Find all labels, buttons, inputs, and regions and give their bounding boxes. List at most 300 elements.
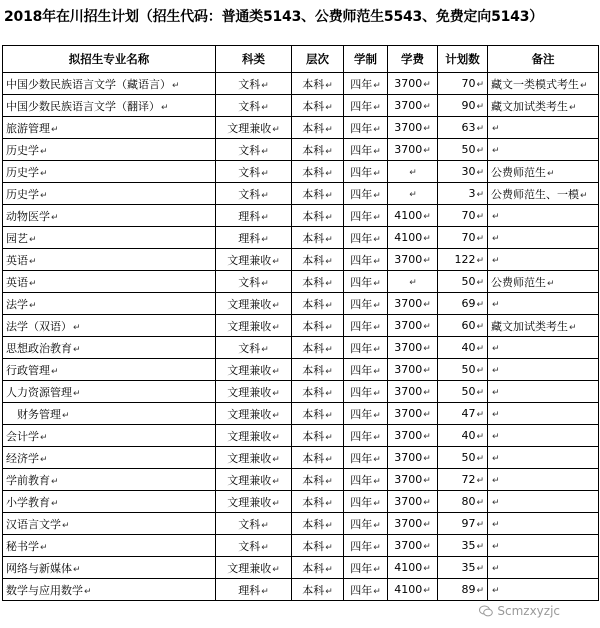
category-cell	[216, 73, 292, 95]
category-cell	[216, 337, 292, 359]
paragraph-mark: ↵	[492, 476, 500, 486]
paragraph-mark: ↵	[492, 586, 500, 596]
quota-cell	[438, 535, 488, 557]
category-cell-text: 文理兼收	[227, 121, 272, 135]
paragraph-mark: ↵	[492, 388, 500, 398]
paragraph-mark: ↵	[476, 212, 484, 222]
major-name-cell	[3, 381, 216, 403]
category-cell	[216, 117, 292, 139]
paragraph-mark: ↵	[492, 498, 500, 508]
quota-cell	[438, 381, 488, 403]
category-cell-text: 文科	[238, 539, 261, 553]
tuition-cell	[388, 271, 438, 293]
enrollment-plan-table	[2, 45, 599, 601]
paragraph-mark: ↵	[373, 432, 381, 443]
paragraph-mark: ↵	[373, 564, 381, 575]
duration-cell	[344, 557, 388, 579]
paragraph-mark: ↵	[325, 366, 333, 377]
paragraph-mark: ↵	[325, 476, 333, 487]
remarks-cell	[488, 161, 599, 183]
remarks-cell	[488, 359, 599, 381]
category-cell-text: 理科	[238, 209, 261, 223]
paragraph-mark: ↵	[261, 102, 269, 113]
tuition-cell-text: 3700	[394, 495, 423, 508]
duration-cell	[344, 535, 388, 557]
paragraph-mark: ↵	[325, 344, 333, 355]
paragraph-mark: ↵	[580, 80, 588, 91]
category-cell	[216, 249, 292, 271]
level-cell-text: 本科	[302, 187, 325, 201]
level-cell-text: 本科	[302, 473, 325, 487]
quota-cell-text: 70	[461, 77, 476, 90]
tuition-cell	[388, 117, 438, 139]
paragraph-mark: ↵	[272, 366, 280, 377]
paragraph-mark: ↵	[492, 256, 500, 266]
major-name-cell-text: 动物医学	[6, 209, 50, 223]
duration-cell	[344, 249, 388, 271]
table-row	[3, 95, 599, 117]
major-name-cell-text: 园艺	[6, 231, 28, 245]
level-cell-text: 本科	[302, 231, 325, 245]
paragraph-mark: ↵	[476, 102, 484, 112]
level-cell	[292, 227, 344, 249]
paragraph-mark: ↵	[325, 168, 333, 179]
paragraph-mark: ↵	[161, 102, 169, 113]
level-cell	[292, 249, 344, 271]
category-cell	[216, 557, 292, 579]
paragraph-mark: ↵	[492, 366, 500, 376]
level-cell-text: 本科	[302, 429, 325, 443]
duration-cell-text: 四年	[350, 187, 373, 201]
category-cell-text: 文理兼收	[227, 297, 272, 311]
paragraph-mark: ↵	[325, 212, 333, 223]
major-name-cell	[3, 293, 216, 315]
remarks-cell	[488, 491, 599, 513]
level-cell-text: 本科	[302, 341, 325, 355]
tuition-cell	[388, 579, 438, 601]
major-name-cell-text: 会计学	[6, 429, 39, 443]
remarks-cell-text: 藏文加试类考生	[491, 319, 568, 333]
level-cell	[292, 205, 344, 227]
quota-cell-text: 63	[461, 121, 476, 134]
wechat-icon	[479, 604, 493, 618]
level-cell	[292, 447, 344, 469]
paragraph-mark: ↵	[476, 564, 484, 574]
paragraph-mark: ↵	[325, 124, 333, 135]
category-cell-text: 文理兼收	[227, 495, 272, 509]
remarks-cell	[488, 293, 599, 315]
category-cell-text: 文理兼收	[227, 451, 272, 465]
category-cell	[216, 359, 292, 381]
tuition-cell	[388, 183, 438, 205]
level-cell-text: 本科	[302, 99, 325, 113]
remarks-cell	[488, 513, 599, 535]
paragraph-mark: ↵	[325, 146, 333, 157]
duration-cell	[344, 139, 388, 161]
paragraph-mark: ↵	[272, 410, 280, 421]
category-cell	[216, 447, 292, 469]
remarks-cell-text: 公费师范生	[491, 165, 546, 179]
paragraph-mark: ↵	[580, 190, 588, 201]
quota-cell-text: 70	[461, 209, 476, 222]
paragraph-mark: ↵	[373, 300, 381, 311]
major-name-cell	[3, 535, 216, 557]
paragraph-mark: ↵	[476, 300, 484, 310]
paragraph-mark: ↵	[492, 454, 500, 464]
paragraph-mark: ↵	[373, 498, 381, 509]
paragraph-mark: ↵	[373, 256, 381, 267]
paragraph-mark: ↵	[325, 542, 333, 553]
tuition-cell	[388, 139, 438, 161]
major-name-cell-text: 经济学	[6, 451, 39, 465]
major-name-cell	[3, 73, 216, 95]
paragraph-mark: ↵	[73, 322, 81, 333]
level-cell-text: 本科	[302, 121, 325, 135]
paragraph-mark: ↵	[373, 146, 381, 157]
remarks-cell-text: 藏文加试类考生	[491, 99, 568, 113]
tuition-cell	[388, 469, 438, 491]
remarks-cell	[488, 425, 599, 447]
paragraph-mark: ↵	[476, 322, 484, 332]
duration-cell-text: 四年	[350, 517, 373, 531]
paragraph-mark: ↵	[423, 542, 431, 552]
tuition-cell	[388, 227, 438, 249]
quota-cell-text: 30	[461, 165, 476, 178]
major-name-cell	[3, 117, 216, 139]
major-name-cell	[3, 205, 216, 227]
duration-cell	[344, 359, 388, 381]
paragraph-mark: ↵	[423, 476, 431, 486]
major-name-cell	[3, 403, 216, 425]
tuition-cell-text: 3700	[394, 253, 423, 266]
paragraph-mark: ↵	[272, 322, 280, 333]
remarks-cell	[488, 381, 599, 403]
quota-cell-text: 35	[461, 561, 476, 574]
duration-cell	[344, 117, 388, 139]
paragraph-mark: ↵	[272, 476, 280, 487]
paragraph-mark: ↵	[423, 366, 431, 376]
paragraph-mark: ↵	[261, 344, 269, 355]
category-cell-text: 文科	[238, 517, 261, 531]
paragraph-mark: ↵	[373, 586, 381, 597]
level-cell	[292, 315, 344, 337]
duration-cell-text: 四年	[350, 253, 373, 267]
major-name-cell-text: 历史学	[6, 165, 39, 179]
level-cell	[292, 161, 344, 183]
paragraph-mark: ↵	[476, 278, 484, 288]
quota-cell-text: 80	[461, 495, 476, 508]
paragraph-mark: ↵	[476, 234, 484, 244]
quota-cell	[438, 139, 488, 161]
table-row	[3, 579, 599, 601]
category-cell	[216, 183, 292, 205]
table-row	[3, 381, 599, 403]
quota-cell-text: 40	[461, 341, 476, 354]
duration-cell	[344, 491, 388, 513]
table-row	[3, 469, 599, 491]
paragraph-mark: ↵	[40, 432, 48, 443]
level-cell	[292, 95, 344, 117]
paragraph-mark: ↵	[325, 388, 333, 399]
tuition-cell	[388, 73, 438, 95]
duration-cell-text: 四年	[350, 165, 373, 179]
duration-cell-text: 四年	[350, 407, 373, 421]
paragraph-mark: ↵	[261, 146, 269, 157]
category-cell-text: 文科	[238, 143, 261, 157]
paragraph-mark: ↵	[373, 410, 381, 421]
paragraph-mark: ↵	[73, 388, 81, 399]
level-cell-text: 本科	[302, 407, 325, 421]
header-category: 科类	[216, 46, 292, 73]
paragraph-mark: ↵	[325, 322, 333, 333]
paragraph-mark: ↵	[423, 520, 431, 530]
table-row	[3, 227, 599, 249]
level-cell-text: 本科	[302, 517, 325, 531]
paragraph-mark: ↵	[476, 542, 484, 552]
category-cell-text: 文科	[238, 165, 261, 179]
tuition-cell-text: 3700	[394, 407, 423, 420]
paragraph-mark: ↵	[62, 410, 70, 421]
level-cell-text: 本科	[302, 363, 325, 377]
paragraph-mark: ↵	[373, 190, 381, 201]
major-name-cell-text: 英语	[6, 275, 28, 289]
paragraph-mark: ↵	[84, 586, 92, 597]
quota-cell	[438, 293, 488, 315]
header-major-name: 拟招生专业名称	[3, 46, 216, 73]
header-remarks: 备注	[488, 46, 599, 73]
duration-cell-text: 四年	[350, 99, 373, 113]
quota-cell	[438, 447, 488, 469]
paragraph-mark: ↵	[409, 190, 417, 200]
duration-cell-text: 四年	[350, 539, 373, 553]
category-cell	[216, 315, 292, 337]
paragraph-mark: ↵	[373, 212, 381, 223]
table-row	[3, 403, 599, 425]
paragraph-mark: ↵	[476, 410, 484, 420]
quota-cell	[438, 579, 488, 601]
level-cell-text: 本科	[302, 143, 325, 157]
remarks-cell	[488, 535, 599, 557]
table-header-row	[3, 46, 599, 73]
paragraph-mark: ↵	[261, 212, 269, 223]
paragraph-mark: ↵	[51, 476, 59, 487]
major-name-cell	[3, 337, 216, 359]
paragraph-mark: ↵	[476, 124, 484, 134]
major-name-cell-text: 秘书学	[6, 539, 39, 553]
category-cell-text: 文科	[238, 341, 261, 355]
remarks-cell	[488, 271, 599, 293]
paragraph-mark: ↵	[40, 146, 48, 157]
major-name-cell	[3, 491, 216, 513]
paragraph-mark: ↵	[492, 146, 500, 156]
duration-cell	[344, 227, 388, 249]
table-row	[3, 161, 599, 183]
quota-cell-text: 47	[461, 407, 476, 420]
quota-cell	[438, 403, 488, 425]
paragraph-mark: ↵	[261, 586, 269, 597]
major-name-cell	[3, 557, 216, 579]
paragraph-mark: ↵	[476, 388, 484, 398]
paragraph-mark: ↵	[261, 80, 269, 91]
tuition-cell	[388, 425, 438, 447]
paragraph-mark: ↵	[492, 212, 500, 222]
duration-cell-text: 四年	[350, 319, 373, 333]
remarks-cell	[488, 337, 599, 359]
paragraph-mark: ↵	[29, 234, 37, 245]
duration-cell-text: 四年	[350, 143, 373, 157]
level-cell-text: 本科	[302, 165, 325, 179]
category-cell	[216, 491, 292, 513]
tuition-cell-text: 3700	[394, 143, 423, 156]
table-row	[3, 557, 599, 579]
remarks-cell	[488, 95, 599, 117]
table-row	[3, 513, 599, 535]
category-cell	[216, 161, 292, 183]
remarks-cell-text: 公费师范生	[491, 275, 546, 289]
paragraph-mark: ↵	[476, 190, 484, 200]
category-cell-text: 文科	[238, 99, 261, 113]
quota-cell	[438, 557, 488, 579]
major-name-cell	[3, 513, 216, 535]
paragraph-mark: ↵	[172, 80, 180, 91]
table-row	[3, 73, 599, 95]
duration-cell	[344, 381, 388, 403]
category-cell	[216, 403, 292, 425]
major-name-cell-text: 财务管理	[17, 407, 61, 421]
level-cell-text: 本科	[302, 385, 325, 399]
quota-cell	[438, 491, 488, 513]
paragraph-mark: ↵	[492, 564, 500, 574]
level-cell	[292, 293, 344, 315]
major-name-cell	[3, 139, 216, 161]
quota-cell	[438, 205, 488, 227]
duration-cell-text: 四年	[350, 121, 373, 135]
quota-cell-text: 72	[461, 473, 476, 486]
category-cell	[216, 513, 292, 535]
paragraph-mark: ↵	[373, 168, 381, 179]
table-row	[3, 447, 599, 469]
paragraph-mark: ↵	[476, 256, 484, 266]
duration-cell	[344, 183, 388, 205]
paragraph-mark: ↵	[569, 322, 577, 333]
level-cell-text: 本科	[302, 583, 325, 597]
remarks-cell	[488, 403, 599, 425]
level-cell-text: 本科	[302, 297, 325, 311]
level-cell-text: 本科	[302, 561, 325, 575]
category-cell-text: 文理兼收	[227, 429, 272, 443]
duration-cell	[344, 315, 388, 337]
duration-cell-text: 四年	[350, 451, 373, 465]
tuition-cell	[388, 403, 438, 425]
level-cell	[292, 535, 344, 557]
table-row	[3, 139, 599, 161]
paragraph-mark: ↵	[423, 432, 431, 442]
category-cell	[216, 535, 292, 557]
quota-cell	[438, 315, 488, 337]
remarks-cell	[488, 249, 599, 271]
paragraph-mark: ↵	[423, 256, 431, 266]
table-row	[3, 205, 599, 227]
category-cell	[216, 293, 292, 315]
quota-cell-text: 69	[461, 297, 476, 310]
paragraph-mark: ↵	[325, 498, 333, 509]
level-cell	[292, 557, 344, 579]
table-row	[3, 425, 599, 447]
major-name-cell-text: 法学	[6, 297, 28, 311]
level-cell-text: 本科	[302, 253, 325, 267]
quota-cell	[438, 359, 488, 381]
major-name-cell	[3, 315, 216, 337]
major-name-cell	[3, 425, 216, 447]
tuition-cell	[388, 381, 438, 403]
quota-cell-text: 35	[461, 539, 476, 552]
level-cell-text: 本科	[302, 495, 325, 509]
paragraph-mark: ↵	[476, 454, 484, 464]
paragraph-mark: ↵	[51, 124, 59, 135]
remarks-cell	[488, 579, 599, 601]
paragraph-mark: ↵	[40, 454, 48, 465]
tuition-cell-text: 3700	[394, 121, 423, 134]
quota-cell-text: 70	[461, 231, 476, 244]
tuition-cell-text: 3700	[394, 539, 423, 552]
table-row	[3, 293, 599, 315]
paragraph-mark: ↵	[492, 520, 500, 530]
paragraph-mark: ↵	[272, 564, 280, 575]
category-cell-text: 文理兼收	[227, 407, 272, 421]
paragraph-mark: ↵	[423, 300, 431, 310]
paragraph-mark: ↵	[51, 498, 59, 509]
duration-cell-text: 四年	[350, 275, 373, 289]
level-cell	[292, 337, 344, 359]
duration-cell-text: 四年	[350, 209, 373, 223]
remarks-cell	[488, 117, 599, 139]
paragraph-mark: ↵	[325, 80, 333, 91]
paragraph-mark: ↵	[261, 542, 269, 553]
remarks-cell	[488, 469, 599, 491]
duration-cell-text: 四年	[350, 473, 373, 487]
paragraph-mark: ↵	[373, 124, 381, 135]
duration-cell-text: 四年	[350, 429, 373, 443]
tuition-cell	[388, 249, 438, 271]
paragraph-mark: ↵	[423, 124, 431, 134]
quota-cell-text: 90	[461, 99, 476, 112]
page-title: 2018年在川招生计划（招生代码：普通类5143、公费师范生5543、免费定向5143）	[4, 9, 544, 25]
paragraph-mark: ↵	[423, 454, 431, 464]
tuition-cell-text: 3700	[394, 319, 423, 332]
category-cell	[216, 139, 292, 161]
duration-cell	[344, 579, 388, 601]
quota-cell	[438, 513, 488, 535]
paragraph-mark: ↵	[325, 520, 333, 531]
paragraph-mark: ↵	[373, 476, 381, 487]
paragraph-mark: ↵	[261, 278, 269, 289]
quota-cell	[438, 73, 488, 95]
major-name-cell-text: 行政管理	[6, 363, 50, 377]
paragraph-mark: ↵	[272, 388, 280, 399]
duration-cell-text: 四年	[350, 231, 373, 245]
tuition-cell	[388, 337, 438, 359]
table-row	[3, 183, 599, 205]
paragraph-mark: ↵	[272, 256, 280, 267]
paragraph-mark: ↵	[261, 190, 269, 201]
paragraph-mark: ↵	[492, 432, 500, 442]
tuition-cell	[388, 513, 438, 535]
category-cell	[216, 469, 292, 491]
paragraph-mark: ↵	[272, 300, 280, 311]
level-cell	[292, 139, 344, 161]
remarks-cell	[488, 205, 599, 227]
tuition-cell	[388, 491, 438, 513]
